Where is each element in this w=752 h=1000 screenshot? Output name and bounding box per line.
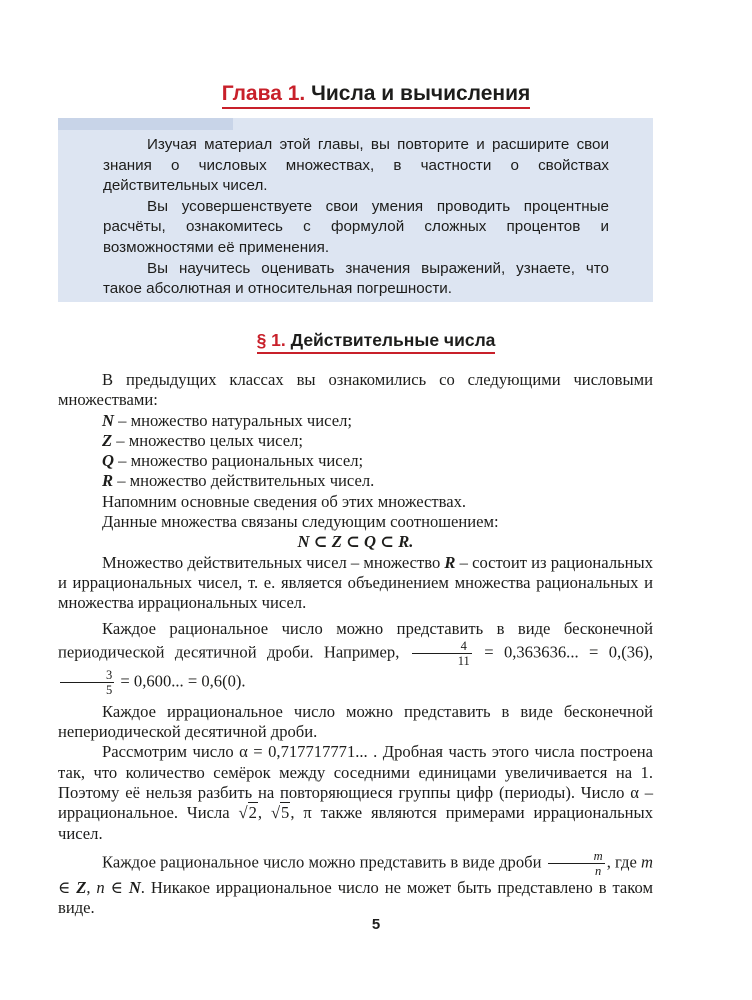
text-run: , где xyxy=(606,852,642,872)
text-run: ∈ xyxy=(58,877,77,897)
set-description: – множество натуральных чисел; xyxy=(113,410,352,430)
radicand: 5 xyxy=(281,803,290,823)
set-item-q xyxy=(58,451,653,471)
section-title xyxy=(0,330,752,354)
sqrt-2: √2 xyxy=(238,803,257,823)
fraction-denominator: 5 xyxy=(106,682,113,697)
fraction-3-5 xyxy=(60,668,114,697)
intro-box-tab xyxy=(58,118,233,130)
page-number: 5 xyxy=(371,916,381,933)
fraction-numerator: 3 xyxy=(60,668,114,683)
set-description: – множество целых чисел; xyxy=(112,430,303,450)
paragraph-relation-intro: Данные множества связаны следующим соотношением: xyxy=(102,512,499,532)
set-symbol: Z xyxy=(76,877,87,897)
text-run: , xyxy=(86,877,97,897)
text-run: , xyxy=(257,803,271,823)
chapter-title xyxy=(0,82,752,109)
paragraph-rational xyxy=(58,619,653,697)
text-run: . Никакое иррациональное число не может быть представлено в таком виде. xyxy=(58,877,653,918)
main-text xyxy=(58,370,653,919)
fraction-numerator: m xyxy=(548,849,605,864)
radicand: 2 xyxy=(248,803,257,823)
sqrt-5: √5 xyxy=(270,803,290,823)
set-item-z xyxy=(58,431,653,451)
set-description: – множество рациональных чисел; xyxy=(113,451,364,471)
paragraph-recall: Напомним основные сведения об этих множествах. xyxy=(102,491,467,511)
variable-n: n xyxy=(96,877,105,897)
paragraph-fraction-form xyxy=(58,849,653,919)
set-symbol: Q xyxy=(102,451,114,471)
set-symbol: R xyxy=(444,552,456,572)
fraction-denominator: n xyxy=(595,863,602,878)
chapter-intro-box xyxy=(58,118,653,302)
chapter-name: Числа и вычисления xyxy=(311,82,531,105)
intro-paragraph: Изучая материал этой главы, вы повторите и расширите свои знания о числовых множествах, в частности о свойствах действительных чисел. xyxy=(103,136,609,195)
variable-m: m xyxy=(641,852,653,872)
set-description: – множество действительных чисел. xyxy=(113,471,375,491)
set-item-n xyxy=(58,411,653,431)
text-run: = 0,363636... = 0,(36), xyxy=(473,642,653,662)
set-symbol: R xyxy=(102,471,114,491)
intro-text xyxy=(103,135,609,300)
paragraph-real-numbers xyxy=(58,553,653,614)
set-item-r xyxy=(58,471,653,491)
section-number: § 1. xyxy=(256,330,286,350)
fraction-m-n xyxy=(548,849,605,878)
text-run: Каждое рациональное число можно представить в виде бесконечной периодической десятичной дроби. Например, xyxy=(58,618,653,662)
fraction-4-11 xyxy=(412,639,472,668)
paragraph-alpha-example xyxy=(58,742,653,843)
paragraph-irrational: Каждое иррациональное число можно представить в виде бесконечной непериодической десятичной дроби. xyxy=(58,701,653,742)
text-run: – состоит из рациональных и иррациональных чисел, т. е. является объединением множества рациональных и множества иррациональных чисел. xyxy=(58,552,653,613)
text-run: Рассмотрим число α = 0,717717771... . Дробная часть этого числа построена так, что количество семёрок между соседними единицами увеличивается на 1. Поэтому её нельзя разбить на повторяющиеся группы цифр (периоды). Число α – иррациональное. Числа xyxy=(58,742,653,823)
set-symbol: Z xyxy=(102,430,113,450)
paragraph-intro-sets: В предыдущих классах вы ознакомились со следующими числовыми множествами: xyxy=(58,370,653,410)
section-name: Действительные числа xyxy=(290,330,496,350)
set-relation-formula: N ⊂ Z ⊂ Q ⊂ R. xyxy=(297,532,414,552)
set-symbol: N xyxy=(102,410,114,430)
fraction-numerator: 4 xyxy=(412,639,472,654)
text-run: Множество действительных чисел – множество xyxy=(102,552,445,572)
intro-paragraph: Вы научитесь оценивать значения выражений, узнаете, что такое абсолютная и относительная погрешности. xyxy=(103,259,609,298)
chapter-number: Глава 1. xyxy=(221,82,306,105)
fraction-denominator: 11 xyxy=(457,653,470,668)
text-run: = 0,600... = 0,6(0). xyxy=(116,671,246,691)
intro-paragraph: Вы усовершенствуете свои умения проводить процентные расчёты, ознакомитесь с формулой сложных процентов и возможностями её применения. xyxy=(103,197,609,256)
text-run: , π также являются примерами иррациональных чисел. xyxy=(58,803,654,843)
text-run: ∈ xyxy=(104,877,129,897)
set-symbol: N xyxy=(128,877,141,897)
text-run: Каждое рациональное число можно представить в виде дроби xyxy=(102,852,546,872)
